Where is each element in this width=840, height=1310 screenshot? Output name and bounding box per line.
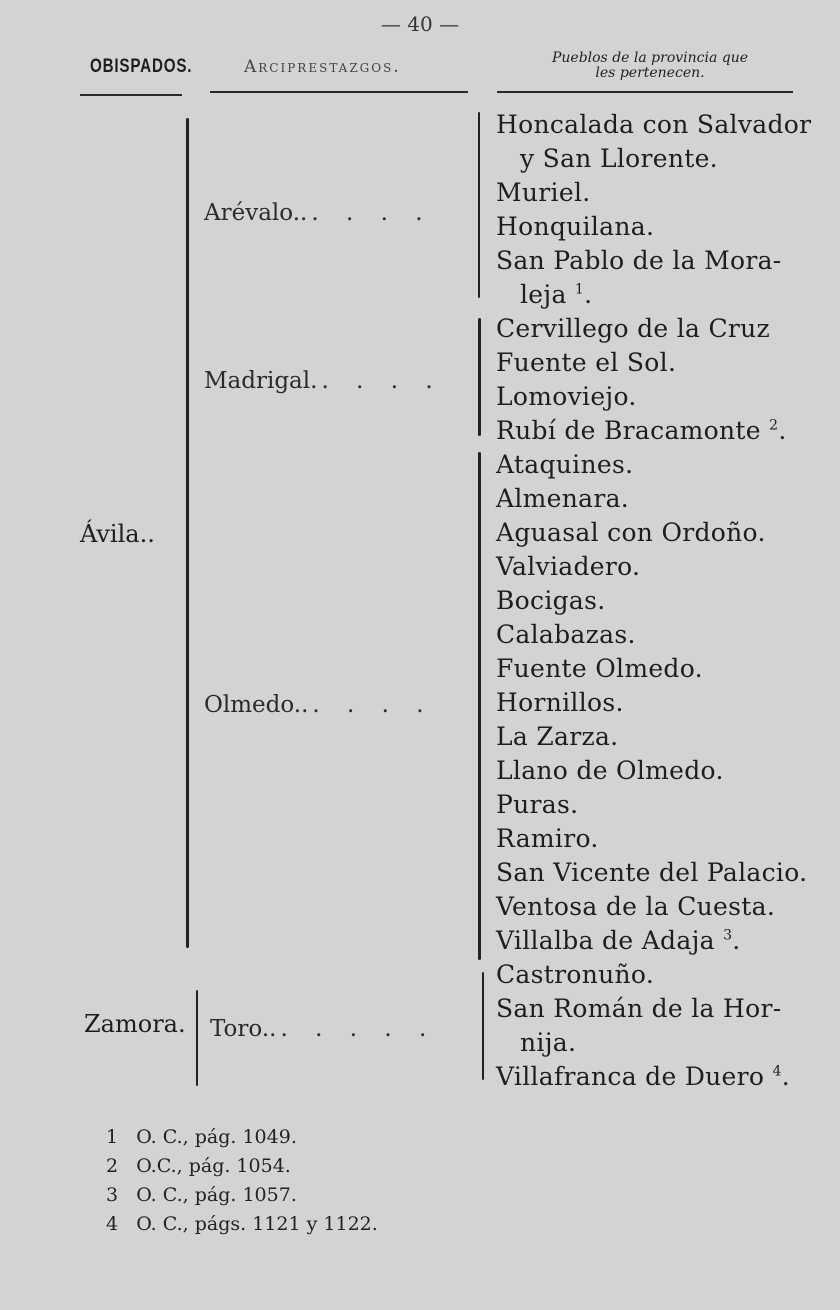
village-name: leja <box>520 280 567 309</box>
village-list-item: Honquilana. <box>496 212 655 241</box>
village-list-item: Calabazas. <box>496 620 636 649</box>
dot-leader: . . . . <box>311 200 433 226</box>
village-list-item: leja $^1$. <box>520 280 593 309</box>
village-list-item: Honcalada con Salvador <box>496 110 812 139</box>
village-list-item: Castronuño. <box>496 960 655 989</box>
header-rule-obispados <box>80 94 182 96</box>
header-rule-arciprestazgos <box>210 91 468 93</box>
village-list-item: nija. <box>520 1028 577 1057</box>
footnote-text: O.C., pág. 1054. <box>136 1155 291 1177</box>
footnote-2 <box>106 1155 291 1177</box>
archpriest-arevalo <box>204 200 433 226</box>
village-list-item: Puras. <box>496 790 579 819</box>
village-list-item: Muriel. <box>496 178 591 207</box>
dot-leader: . . . . <box>321 368 443 394</box>
footnote-4 <box>106 1213 378 1235</box>
village-list-item: Valviadero. <box>496 552 641 581</box>
village-list-item: La Zarza. <box>496 722 619 751</box>
brace-arevalo <box>478 112 480 298</box>
header-rule-pueblos <box>497 91 793 93</box>
footnote-text: O. C., pág. 1049. <box>136 1126 297 1148</box>
footnote-number: 3 <box>106 1184 119 1206</box>
footnote-ref: 1 <box>574 281 585 298</box>
village-list-item: Villafranca de Duero $^4$. <box>496 1062 790 1091</box>
village-name: Rubí de Bracamonte <box>496 416 761 445</box>
village-list-item: Almenara. <box>496 484 630 513</box>
village-list-item: Hornillos. <box>496 688 624 717</box>
village-list-item: Villalba de Adaja $^3$. <box>496 926 741 955</box>
brace-madrigal <box>478 318 481 436</box>
footnote-text: O. C., pág. 1057. <box>136 1184 297 1206</box>
archpriest-madrigal <box>204 368 443 394</box>
archpriest-toro <box>210 1016 436 1042</box>
archpriest-olmedo <box>204 692 434 718</box>
diocese-brace-avila <box>186 118 189 948</box>
header-arciprestazgos: Arciprestazgos. <box>244 57 401 77</box>
village-list-item: Cervillego de la Cruz <box>496 314 771 343</box>
village-list-item: Fuente Olmedo. <box>496 654 703 683</box>
diocese-zamora: Zamora. <box>84 1010 186 1038</box>
diocese-brace-zamora <box>196 990 198 1086</box>
archpriest-name: Toro.. <box>210 1016 277 1042</box>
footnote-text: O. C., págs. 1121 y 1122. <box>136 1213 378 1235</box>
village-list-item: Llano de Olmedo. <box>496 756 724 785</box>
dot-leader: . . . . <box>312 692 434 718</box>
village-list-item: Rubí de Bracamonte $^2$. <box>496 416 787 445</box>
footnote-ref: 2 <box>769 417 779 434</box>
header-pueblos-line1: Pueblos de la provincia que <box>551 50 749 66</box>
header-obispados: OBISPADOS. <box>90 56 193 77</box>
village-list-item: Ventosa de la Cuesta. <box>496 892 776 921</box>
footnote-1 <box>106 1126 297 1148</box>
village-name: Villalba de Adaja <box>496 926 715 955</box>
village-list-item: Fuente el Sol. <box>496 348 677 377</box>
footnote-number: 2 <box>106 1155 119 1177</box>
footnote-3 <box>106 1184 297 1206</box>
brace-olmedo <box>478 452 481 960</box>
village-list-item: Ramiro. <box>496 824 599 853</box>
archpriest-name: Olmedo.. <box>204 692 309 718</box>
brace-toro <box>482 972 484 1080</box>
footnote-number: 1 <box>106 1126 119 1148</box>
footnote-ref: 3 <box>723 927 733 944</box>
dot-leader: . . . . . <box>280 1016 437 1042</box>
village-list-item: Ataquines. <box>496 450 634 479</box>
page-number: — 40 — <box>380 12 460 36</box>
village-list-item: Bocigas. <box>496 586 606 615</box>
footnote-ref: 4 <box>772 1063 782 1080</box>
village-list-item: San Vicente del Palacio. <box>496 858 808 887</box>
village-name: Villafranca de Duero <box>496 1062 765 1091</box>
header-pueblos <box>510 51 790 81</box>
footnote-number: 4 <box>106 1213 119 1235</box>
header-pueblos-line2: les pertenecen. <box>595 65 705 81</box>
archpriest-name: Arévalo.. <box>204 200 308 226</box>
village-list-item: y San Llorente. <box>520 144 718 173</box>
village-list-item: Lomoviejo. <box>496 382 637 411</box>
village-list-item: Aguasal con Ordoño. <box>496 518 766 547</box>
archpriest-name: Madrigal. <box>204 368 318 394</box>
village-list-item: San Pablo de la Mora- <box>496 246 782 275</box>
diocese-avila: Ávila.. <box>80 520 155 548</box>
village-list-item: San Román de la Hor- <box>496 994 782 1023</box>
